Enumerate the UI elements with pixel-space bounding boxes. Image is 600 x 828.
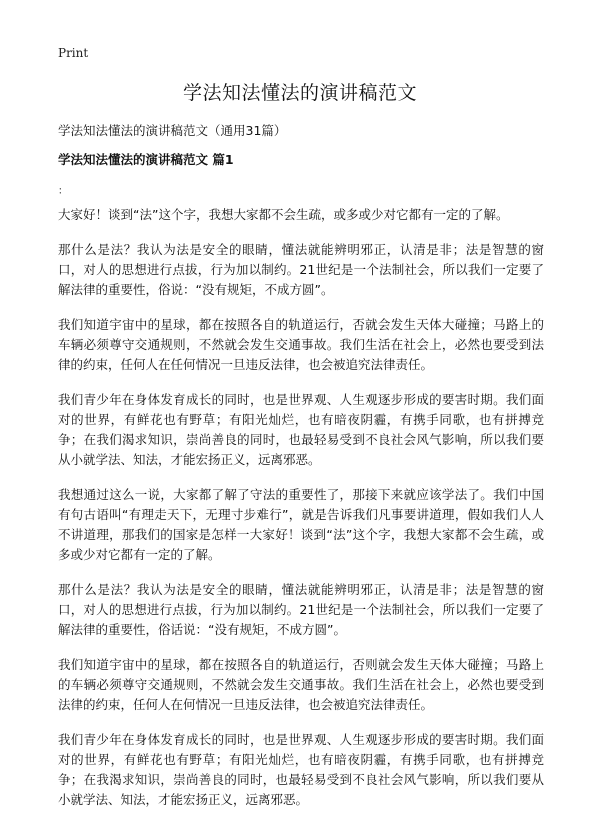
- paragraph: 我们知道宇宙中的星球，都在按照各自的轨道运行，否就会发生天体大碰撞；马路上的车辆必须尊守交通规则，不然就会发生交通事故。我们生活在社会上，必然也要受到法律的约束，任何人在任何情况一旦违反法律，也会被追究法律责任。: [58, 317, 544, 372]
- document-body: [58, 205, 544, 825]
- document-subtitle: 学法知法懂法的演讲稿范文（通用31篇）: [58, 123, 287, 138]
- print-link[interactable]: Print: [58, 46, 89, 60]
- paragraph: 我想通过这么一说，大家都了解了守法的重要性了，那接下来就应该学法了。我们中国有句古语叫“有理走天下，无理寸步难行”，就是告诉我们凡事要讲道理，假如我们人人不讲道理，那我们的国家是怎样一大家好！谈到“法”这个字，我想大家都不会生疏，或多或少对它都有一定的了解。: [58, 487, 544, 562]
- paragraph: 我们青少年在身体发育成长的同时，也是世界观、人生观逐步形成的要害时期。我们面对的世界，有鲜花也有野草；有阳光灿烂，也有暗夜阴霾，有携手同歌，也有拼搏竞争；在我渴求知识，崇尚善良的同时，也最轻易受到不良社会风气影响，所以我们要从小就学法、知法，才能宏扬正义，远离邪恶。: [58, 732, 544, 807]
- paragraph: 我们知道宇宙中的星球，都在按照各自的轨道运行，否则就会发生天体大碰撞；马路上的车辆必须尊守交通规则，不然就会发生交通事故。我们生活在社会上，必然也要受到法律的约束，任何人在何情况一旦违反法律，也会被追究法律责任。: [58, 657, 544, 712]
- paragraph: 那什么是法？我认为法是安全的眼睛，懂法就能辨明邪正，认清是非；法是智慧的窗口，对人的思想进行点拔，行为加以制约。21世纪是一个法制社会，所以我们一定要了解法律的重要性，俗说：“没有规矩，不成方圆”。: [58, 242, 544, 297]
- paragraph: 那什么是法？我认为法是安全的眼睛，懂法就能辨明邪正，认清是非；法是智慧的窗口，对人的思想进行点拔，行为加以制约。21世纪是一个法制社会，所以我们一定要了解法律的重要性，俗话说：“没有规矩，不成方圆”。: [58, 582, 544, 637]
- paragraph: 大家好！谈到“法”这个字，我想大家都不会生疏，或多或少对它都有一定的了解。: [58, 207, 509, 222]
- section-marker: ：: [58, 186, 68, 197]
- document-title: 学法知法懂法的演讲稿范文: [182, 82, 417, 104]
- paragraph: 我们青少年在身体发育成长的同时，也是世界观、人生观逐步形成的要害时期。我们面对的世界，有鲜花也有野草；有阳光灿烂，也有暗夜阴霾，有携手同歌，也有拼搏竞争；在我们渴求知识，崇尚善良的同时，也最轻易受到不良社会风气影响，所以我们要从小就学法、知法，才能宏扬正义，远离邪恶。: [58, 392, 544, 467]
- section-heading: 学法知法懂法的演讲稿范文 篇1: [58, 152, 234, 167]
